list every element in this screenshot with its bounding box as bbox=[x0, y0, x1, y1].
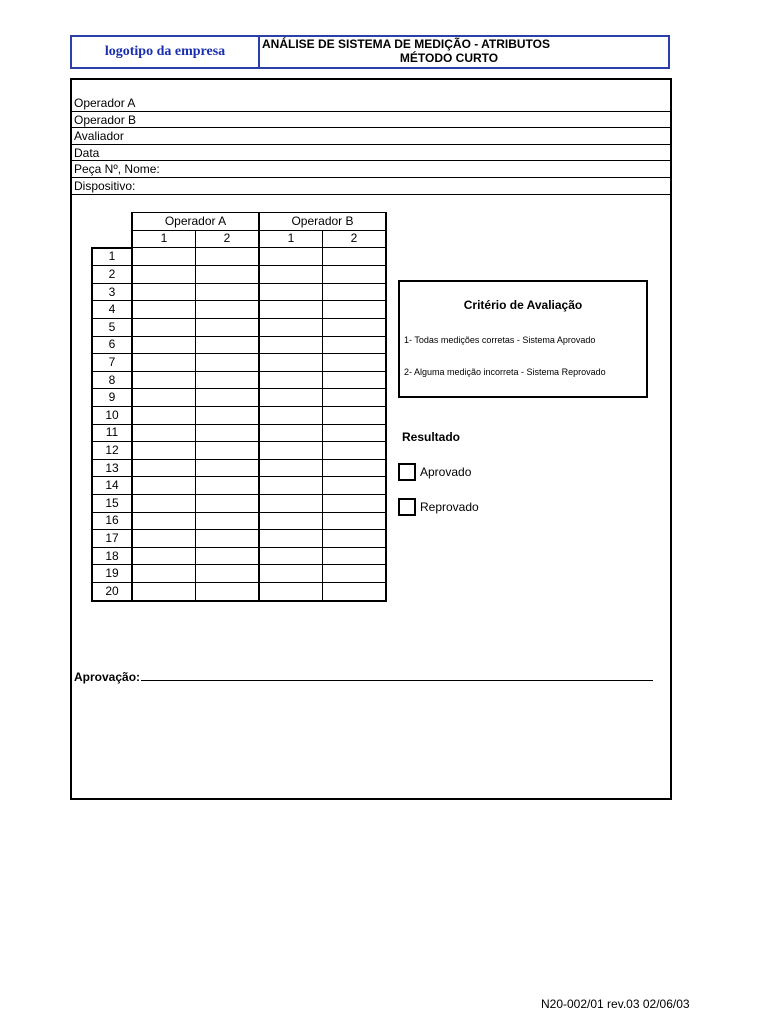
measurement-cell[interactable] bbox=[323, 371, 387, 389]
row-number: 1 bbox=[92, 248, 132, 266]
measurement-cell[interactable] bbox=[132, 371, 196, 389]
row-number: 13 bbox=[92, 459, 132, 477]
company-logo: logotipo da empresa bbox=[72, 37, 260, 67]
measurement-cell[interactable] bbox=[196, 495, 260, 513]
measurement-cell[interactable] bbox=[196, 512, 260, 530]
measurement-cell[interactable] bbox=[323, 301, 387, 319]
criteria-item-1: 1- Todas medições corretas - Sistema Aprovado bbox=[404, 335, 596, 345]
measurement-cell[interactable] bbox=[132, 248, 196, 266]
measurement-cell[interactable] bbox=[259, 477, 323, 495]
measurement-cell[interactable] bbox=[323, 424, 387, 442]
header-trial: 2 bbox=[196, 230, 260, 248]
row-number: 12 bbox=[92, 442, 132, 460]
criteria-item-2: 2- Alguma medição incorreta - Sistema Reprovado bbox=[404, 367, 606, 377]
table-row bbox=[92, 319, 386, 337]
corner-blank bbox=[92, 230, 132, 248]
table-row bbox=[92, 459, 386, 477]
header-operator-b: Operador B bbox=[259, 213, 386, 231]
measurement-cell[interactable] bbox=[323, 283, 387, 301]
measurement-cell[interactable] bbox=[323, 582, 387, 600]
measurement-cell[interactable] bbox=[196, 371, 260, 389]
row-number: 9 bbox=[92, 389, 132, 407]
measurement-cell[interactable] bbox=[323, 442, 387, 460]
measurement-cell[interactable] bbox=[259, 582, 323, 600]
table-row bbox=[92, 301, 386, 319]
document-code: N20-002/01 rev.03 02/06/03 bbox=[541, 997, 690, 1011]
measurement-cell[interactable] bbox=[323, 389, 387, 407]
measurement-cell[interactable] bbox=[259, 301, 323, 319]
table-row bbox=[92, 442, 386, 460]
measurement-cell[interactable] bbox=[132, 512, 196, 530]
table-row bbox=[92, 283, 386, 301]
measurement-cell[interactable] bbox=[196, 389, 260, 407]
measurement-cell[interactable] bbox=[259, 407, 323, 425]
rejected-label: Reprovado bbox=[420, 500, 479, 514]
approved-checkbox[interactable] bbox=[398, 463, 416, 481]
row-number: 19 bbox=[92, 565, 132, 583]
approval-signature-line[interactable] bbox=[141, 668, 653, 681]
header-operator-a: Operador A bbox=[132, 213, 259, 231]
measurement-cell[interactable] bbox=[132, 301, 196, 319]
measurement-cell[interactable] bbox=[323, 407, 387, 425]
field-evaluator[interactable]: Avaliador bbox=[72, 128, 670, 145]
table-row bbox=[92, 565, 386, 583]
measurement-cell[interactable] bbox=[132, 477, 196, 495]
row-number: 7 bbox=[92, 354, 132, 372]
row-number: 4 bbox=[92, 301, 132, 319]
header-trial: 1 bbox=[259, 230, 323, 248]
row-number: 18 bbox=[92, 547, 132, 565]
form-frame bbox=[70, 78, 672, 800]
form-title bbox=[260, 37, 668, 67]
measurement-cell[interactable] bbox=[323, 477, 387, 495]
measurement-cell[interactable] bbox=[132, 442, 196, 460]
result-label: Resultado bbox=[402, 430, 461, 444]
table-row bbox=[92, 336, 386, 354]
measurement-cell[interactable] bbox=[259, 389, 323, 407]
measurement-cell[interactable] bbox=[323, 547, 387, 565]
measurement-cell[interactable] bbox=[323, 530, 387, 548]
measurement-cell[interactable] bbox=[132, 424, 196, 442]
measurement-cell[interactable] bbox=[132, 336, 196, 354]
field-device[interactable]: Dispositivo: bbox=[72, 178, 670, 195]
measurement-cell[interactable] bbox=[132, 459, 196, 477]
measurement-cell[interactable] bbox=[196, 459, 260, 477]
table-row bbox=[92, 512, 386, 530]
measurement-cell[interactable] bbox=[196, 301, 260, 319]
measurement-cell[interactable] bbox=[323, 459, 387, 477]
measurement-cell[interactable] bbox=[132, 407, 196, 425]
measurement-cell[interactable] bbox=[196, 248, 260, 266]
measurement-cell[interactable] bbox=[132, 547, 196, 565]
measurement-cell[interactable] bbox=[132, 495, 196, 513]
table-row bbox=[92, 389, 386, 407]
measurement-cell[interactable] bbox=[259, 547, 323, 565]
measurement-cell[interactable] bbox=[132, 565, 196, 583]
measurement-cell[interactable] bbox=[196, 442, 260, 460]
table-row bbox=[92, 354, 386, 372]
form-title-line2: MÉTODO CURTO bbox=[399, 51, 499, 65]
row-number: 2 bbox=[92, 266, 132, 284]
row-number: 14 bbox=[92, 477, 132, 495]
criteria-box bbox=[398, 280, 648, 398]
approval-section bbox=[74, 668, 653, 684]
field-operator-a[interactable]: Operador A bbox=[72, 95, 670, 112]
row-number: 11 bbox=[92, 424, 132, 442]
table-row bbox=[92, 248, 386, 266]
measurement-cell[interactable] bbox=[196, 354, 260, 372]
measurement-cell[interactable] bbox=[259, 459, 323, 477]
measurement-cell[interactable] bbox=[196, 582, 260, 600]
measurement-cell[interactable] bbox=[259, 371, 323, 389]
measurement-cell[interactable] bbox=[196, 336, 260, 354]
table-row bbox=[92, 407, 386, 425]
info-fields bbox=[72, 95, 670, 195]
measurement-cell[interactable] bbox=[259, 283, 323, 301]
measurement-cell[interactable] bbox=[196, 407, 260, 425]
criteria-title: Critério de Avaliação bbox=[463, 298, 583, 312]
row-number: 17 bbox=[92, 530, 132, 548]
measurement-cell[interactable] bbox=[132, 530, 196, 548]
measurement-cell[interactable] bbox=[259, 442, 323, 460]
measurement-cell[interactable] bbox=[132, 582, 196, 600]
table-row bbox=[92, 530, 386, 548]
measurement-cell[interactable] bbox=[132, 319, 196, 337]
measurement-cell[interactable] bbox=[196, 424, 260, 442]
measurement-cell[interactable] bbox=[259, 248, 323, 266]
field-part-name[interactable]: Peça Nº, Nome: bbox=[72, 161, 670, 178]
measurement-cell[interactable] bbox=[323, 565, 387, 583]
measurement-cell[interactable] bbox=[323, 336, 387, 354]
measurement-cell[interactable] bbox=[196, 319, 260, 337]
measurement-cell[interactable] bbox=[196, 283, 260, 301]
measurement-cell[interactable] bbox=[132, 266, 196, 284]
table-row bbox=[92, 582, 386, 600]
measurement-cell[interactable] bbox=[196, 547, 260, 565]
measurement-cell[interactable] bbox=[132, 389, 196, 407]
measurement-cell[interactable] bbox=[323, 248, 387, 266]
measurement-cell[interactable] bbox=[259, 495, 323, 513]
table-row bbox=[92, 495, 386, 513]
measurement-cell[interactable] bbox=[259, 336, 323, 354]
measurement-cell[interactable] bbox=[259, 424, 323, 442]
row-number: 3 bbox=[92, 283, 132, 301]
rejected-checkbox[interactable] bbox=[398, 498, 416, 516]
measurement-cell[interactable] bbox=[196, 565, 260, 583]
row-number: 8 bbox=[92, 371, 132, 389]
measurement-cell[interactable] bbox=[196, 477, 260, 495]
row-number: 5 bbox=[92, 319, 132, 337]
row-number: 6 bbox=[92, 336, 132, 354]
measurement-cell[interactable] bbox=[132, 283, 196, 301]
table-row bbox=[92, 547, 386, 565]
measurement-cell[interactable] bbox=[259, 354, 323, 372]
measurement-cell[interactable] bbox=[259, 266, 323, 284]
measurement-cell[interactable] bbox=[323, 319, 387, 337]
measurement-cell[interactable] bbox=[259, 512, 323, 530]
table-row bbox=[92, 371, 386, 389]
field-date[interactable]: Data bbox=[72, 145, 670, 162]
measurement-cell[interactable] bbox=[323, 512, 387, 530]
table-row bbox=[92, 266, 386, 284]
row-number: 10 bbox=[92, 407, 132, 425]
form-header bbox=[70, 35, 670, 69]
row-number: 16 bbox=[92, 512, 132, 530]
measurement-cell[interactable] bbox=[196, 530, 260, 548]
header-trial: 2 bbox=[323, 230, 387, 248]
approved-label: Aprovado bbox=[420, 465, 472, 479]
measurement-cell[interactable] bbox=[196, 266, 260, 284]
form-title-line1: ANÁLISE DE SISTEMA DE MEDIÇÃO - ATRIBUTOS bbox=[262, 37, 551, 51]
measurement-cell[interactable] bbox=[323, 266, 387, 284]
field-operator-b[interactable]: Operador B bbox=[72, 112, 670, 129]
measurement-cell[interactable] bbox=[259, 530, 323, 548]
measurement-cell[interactable] bbox=[259, 319, 323, 337]
measurement-cell[interactable] bbox=[132, 354, 196, 372]
table-row bbox=[92, 477, 386, 495]
table-row bbox=[92, 424, 386, 442]
row-number: 20 bbox=[92, 582, 132, 600]
measurement-cell[interactable] bbox=[323, 354, 387, 372]
approval-label: Aprovação: bbox=[74, 670, 141, 684]
measurement-cell[interactable] bbox=[259, 565, 323, 583]
measurement-table bbox=[91, 212, 387, 602]
measurement-cell[interactable] bbox=[323, 495, 387, 513]
header-trial: 1 bbox=[132, 230, 196, 248]
row-number: 15 bbox=[92, 495, 132, 513]
corner-blank bbox=[92, 213, 132, 231]
